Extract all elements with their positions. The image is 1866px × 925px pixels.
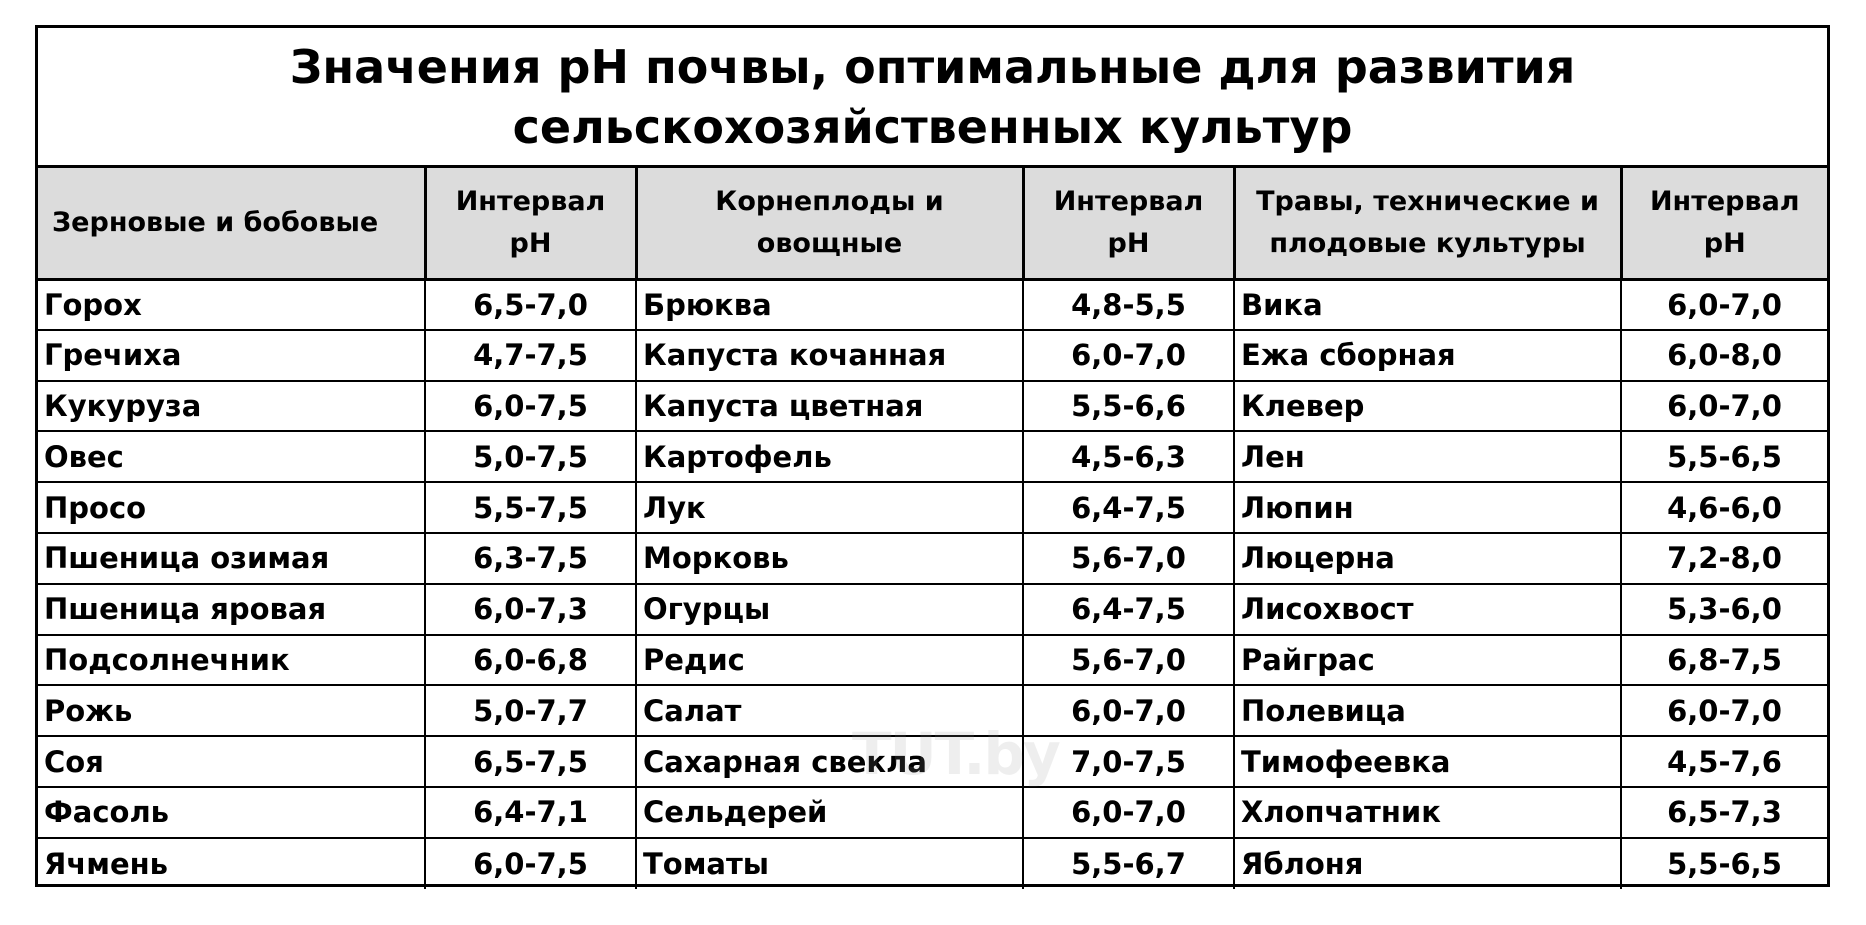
cell-vegetable-ph: 5,6-7,0 [1023, 635, 1234, 686]
cell-grain-name: Овес [38, 431, 425, 482]
cell-vegetable-name: Редис [636, 635, 1023, 686]
cell-grass-name: Полевица [1234, 685, 1621, 736]
cell-grass-ph: 5,5-6,5 [1667, 846, 1782, 881]
cell-grass-ph: 6,5-7,3 [1621, 787, 1827, 838]
cell-grass-ph: 5,3-6,0 [1621, 584, 1827, 635]
cell-grass-name: Ежа сборная [1234, 330, 1621, 381]
cell-grain-name: Кукуруза [38, 381, 425, 432]
cell-vegetable-name: Брюква [636, 279, 1023, 330]
cell-vegetable-ph: 6,0-7,0 [1023, 787, 1234, 838]
cell-grain-name: Пшеница озимая [38, 533, 425, 584]
cell-grass-ph: 7,2-8,0 [1621, 533, 1827, 584]
cell-grain-ph: 6,5-7,5 [425, 736, 636, 787]
cell-grass-ph: 6,0-7,0 [1621, 279, 1827, 330]
cell-grass-ph: 4,6-6,0 [1621, 482, 1827, 533]
cell-grain-name: Фасоль [38, 787, 425, 838]
cell-grass-ph: 6,8-7,5 [1621, 635, 1827, 686]
cell-grain-ph: 5,5-7,5 [425, 482, 636, 533]
cell-grain-ph: 6,0-7,3 [425, 584, 636, 635]
cell-vegetable-name: Сахарная свекла [636, 736, 1023, 787]
cell-grass-ph: 6,0-7,0 [1621, 381, 1827, 432]
cell-vegetable-name: Лук [636, 482, 1023, 533]
table-row [38, 431, 1827, 482]
cell-grain-name: Подсолнечник [38, 635, 425, 686]
cell-grass-name: Яблоня [1234, 838, 1621, 889]
cell-grain-ph: 4,7-7,5 [425, 330, 636, 381]
cell-vegetable-ph: 6,0-7,0 [1023, 685, 1234, 736]
header-vegetables: Корнеплоды и овощные [636, 168, 1023, 279]
cell-vegetable-ph: 4,5-6,3 [1023, 431, 1234, 482]
header-row [38, 168, 1827, 279]
cell-grain-ph: 6,0-7,5 [425, 838, 636, 889]
cell-grain-name: Пшеница яровая [38, 584, 425, 635]
cell-vegetable-ph: 7,0-7,5 [1023, 736, 1234, 787]
cell-vegetable-ph: 5,5-6,7 [1023, 838, 1234, 889]
table-row [38, 787, 1827, 838]
cell-vegetable-name: Морковь [636, 533, 1023, 584]
cell-vegetable-ph: 6,4-7,5 [1023, 482, 1234, 533]
cell-grain-ph: 6,0-7,5 [425, 381, 636, 432]
cell-grain-ph: 5,0-7,5 [425, 431, 636, 482]
cell-vegetable-ph: 6,4-7,5 [1023, 584, 1234, 635]
table-row [38, 736, 1827, 787]
header-ph-vegetables: Интервал pH [1023, 168, 1234, 279]
ph-table-document [35, 25, 1830, 887]
header-ph-grains: Интервал pH [425, 168, 636, 279]
cell-grain-ph: 6,4-7,1 [425, 787, 636, 838]
cell-grass-name: Тимофеевка [1234, 736, 1621, 787]
header-grains: Зерновые и бобовые [38, 168, 425, 279]
cell-vegetable-name: Картофель [636, 431, 1023, 482]
cell-vegetable-name: Томаты [636, 838, 1023, 889]
cell-grass-name: Лисохвост [1234, 584, 1621, 635]
cell-grain-ph: 6,3-7,5 [425, 533, 636, 584]
cell-vegetable-name: Капуста кочанная [636, 330, 1023, 381]
cell-grass-name: Хлопчатник [1234, 787, 1621, 838]
header-ph-grasses: Интервал pH [1621, 168, 1827, 279]
cell-grass-name: Райграс [1234, 635, 1621, 686]
table-row [38, 635, 1827, 686]
cell-grain-name: Рожь [38, 685, 425, 736]
cell-vegetable-name: Сельдерей [636, 787, 1023, 838]
cell-vegetable-ph: 6,0-7,0 [1023, 330, 1234, 381]
page-title [38, 28, 1827, 168]
title-line-2: сельскохозяйственных культур [512, 99, 1353, 154]
table-row [38, 330, 1827, 381]
cell-grass-ph: 4,5-7,6 [1621, 736, 1827, 787]
cell-grain-name: Ячмень [38, 838, 425, 889]
cell-vegetable-name: Салат [636, 685, 1023, 736]
table-row [38, 533, 1827, 584]
header-grasses: Травы, технические и плодовые культуры [1234, 168, 1621, 279]
cell-grain-ph: 5,0-7,7 [425, 685, 636, 736]
cell-vegetable-ph: 5,5-6,6 [1023, 381, 1234, 432]
cell-grain-name: Просо [38, 482, 425, 533]
cell-grass-name: Люпин [1234, 482, 1621, 533]
cell-grain-ph: 6,0-6,8 [425, 635, 636, 686]
cell-grain-name: Гречиха [38, 330, 425, 381]
cell-grass-ph: 6,0-8,0 [1621, 330, 1827, 381]
table-row [38, 381, 1827, 432]
cell-grass-name: Люцерна [1234, 533, 1621, 584]
table-row [38, 685, 1827, 736]
table-row [38, 279, 1827, 330]
table-row [38, 482, 1827, 533]
cell-vegetable-name: Капуста цветная [636, 381, 1023, 432]
cell-grass-ph: 6,0-7,0 [1621, 685, 1827, 736]
ph-table [38, 168, 1827, 889]
cell-grain-name: Горох [38, 279, 425, 330]
table-row [38, 838, 1827, 889]
cell-vegetable-name: Огурцы [636, 584, 1023, 635]
cell-grass-ph: 5,5-6,5 [1621, 431, 1827, 482]
table-row [38, 584, 1827, 635]
cell-vegetable-ph: 5,6-7,0 [1023, 533, 1234, 584]
cell-grass-name: Лен [1234, 431, 1621, 482]
title-line-1: Значения pH почвы, оптимальные для развития [289, 39, 1576, 94]
cell-grass-name: Вика [1234, 279, 1621, 330]
cell-grain-name: Соя [38, 736, 425, 787]
cell-grass-name: Клевер [1234, 381, 1621, 432]
cell-grain-ph: 6,5-7,0 [425, 279, 636, 330]
cell-vegetable-ph: 4,8-5,5 [1023, 279, 1234, 330]
